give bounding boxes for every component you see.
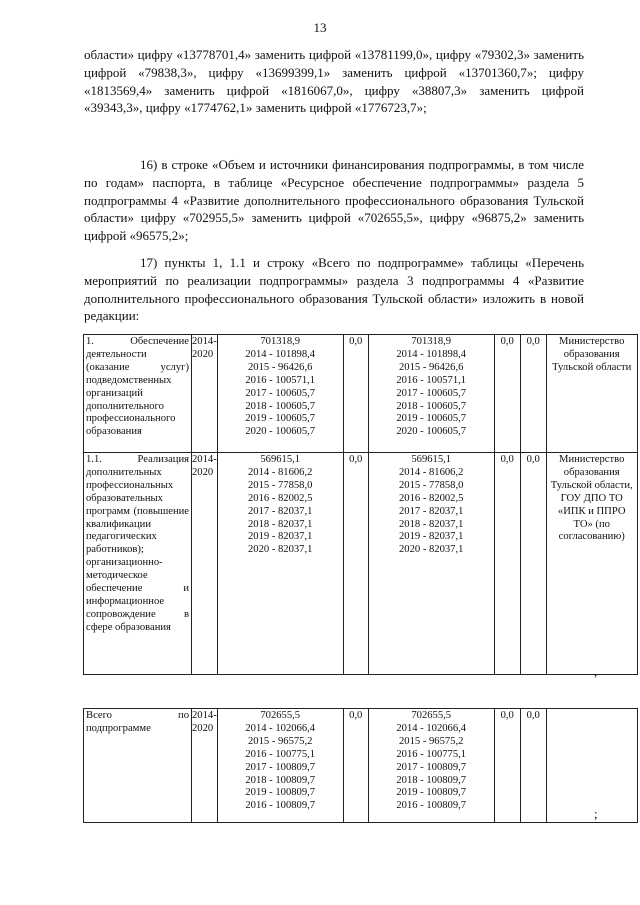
funding-zero-cell: 0,0 [520,709,546,823]
table-row [84,453,638,675]
funding-line: 2018 - 82037,1 [398,518,464,530]
funding-line: 2016 - 82002,5 [398,492,464,504]
funding-line: 2019 - 82037,1 [398,531,464,543]
regional-funding-cell [368,453,494,675]
measure-name-cell: 1. Обеспечение деятельности (оказание услуг) подведомственных организаций дополнительного профессионального образования [84,335,192,453]
funding-zero-cell: 0,0 [494,709,520,823]
years-cell: 2014- 2020 [192,709,218,823]
funding-line: 701318,9 [411,336,452,347]
funding-zero-cell: 0,0 [343,453,368,675]
funding-line: 2014 - 102066,4 [396,722,467,734]
funding-line: 2014 - 102066,4 [245,722,316,734]
funding-line: 2016 - 100775,1 [245,748,316,760]
funding-line: 2015 - 96426,6 [247,361,313,373]
funding-line: 2017 - 82037,1 [398,505,464,517]
funding-zero-cell: 0,0 [520,453,546,675]
total-funding-cell [217,709,343,823]
funding-line: 2019 - 100809,7 [245,787,316,799]
funding-line: 2018 - 100809,7 [396,774,467,786]
funding-line: 2015 - 77858,0 [247,479,313,491]
years-cell: 2014- 2020 [192,335,218,453]
table-tail-mark: ; [594,806,598,821]
table-row [84,335,638,453]
funding-zero-cell: 0,0 [343,335,368,453]
funding-line: 2018 - 100809,7 [245,774,316,786]
funding-line: 2019 - 100605,7 [245,413,316,425]
funding-line: 2018 - 100605,7 [396,400,467,412]
page-number: 13 [313,20,327,35]
funding-line: 2014 - 101898,4 [245,348,316,360]
funding-line: 702655,5 [411,710,452,721]
funding-line: 2014 - 101898,4 [396,348,467,360]
funding-line: 2015 - 96575,2 [398,735,464,747]
funding-zero-cell: 0,0 [494,453,520,675]
responsible-org-cell [546,709,637,823]
funding-line: 2017 - 82037,1 [247,505,313,517]
funding-line: 2015 - 77858,0 [398,479,464,491]
funding-line: 2018 - 100605,7 [245,400,316,412]
total-funding-cell [217,335,343,453]
funding-zero-cell: 0,0 [494,335,520,453]
total-table [83,708,638,823]
funding-zero-cell: 0,0 [343,709,368,823]
funding-line: 2018 - 82037,1 [247,518,313,530]
funding-line: 2015 - 96426,6 [398,361,464,373]
funding-zero-cell: 0,0 [520,335,546,453]
funding-line: 2014 - 81606,2 [247,466,313,478]
regional-funding-cell [368,709,494,823]
funding-line: 2017 - 100605,7 [245,387,316,399]
funding-line: 2017 - 100809,7 [245,761,316,773]
responsible-org-cell: Министерство образования Тульской области, ГОУ ДПО ТО «ИПК и ППРО ТО» (по согласованию) [546,453,637,675]
measures-table [83,334,638,675]
funding-line: 2020 - 82037,1 [398,544,464,556]
paragraph-item-17: 17) пункты 1, 1.1 и строку «Всего по подпрограмме» таблицы «Перечень мероприятий по реализации подпрограммы» раздела 3 подпрограммы 4 «Развитие дополнительного профессионального образования Тульской области» изложить в новой редакции: [84,255,584,324]
responsible-org-cell: Министерство образования Тульской области [546,335,637,453]
total-funding-cell [217,453,343,675]
funding-line: 2016 - 100571,1 [396,374,467,386]
funding-line: 702655,5 [260,710,301,721]
funding-line: 569615,1 [260,454,301,465]
funding-line: 2019 - 100809,7 [396,787,467,799]
funding-line: 2016 - 82002,5 [247,492,313,504]
measure-name-cell: 1.1. Реализация дополнительных профессиональных образовательных программ (повышение квалификации педагогических работников); организационно-методическое обеспечение и информационное сопровождение в сфере образования [84,453,192,675]
total-name-cell: Всего по подпрограмме [84,709,192,823]
funding-line: 569615,1 [411,454,452,465]
funding-line: 2016 - 100809,7 [396,800,467,812]
funding-line: 2017 - 100809,7 [396,761,467,773]
paragraph-continuation: области» цифру «13778701,4» заменить цифрой «13781199,0», цифру «79302,3» заменить цифрой «79838,3», цифру «13699399,1» заменить цифрой «13701360,7»; цифру «1813569,4» заменить цифрой «1816067,0», цифру «38807,3» заменить цифрой «39343,3», цифру «1774762,1» заменить цифрой «1776723,7»; [84,47,584,116]
funding-line: 2016 - 100775,1 [396,748,467,760]
table-row [84,709,638,823]
funding-line: 2019 - 82037,1 [247,531,313,543]
funding-line: 2020 - 82037,1 [247,544,313,556]
regional-funding-cell [368,335,494,453]
funding-line: 2016 - 100809,7 [245,800,316,812]
funding-line: 2014 - 81606,2 [398,466,464,478]
funding-line: 2017 - 100605,7 [396,387,467,399]
paragraph-item-16: 16) в строке «Объем и источники финансирования подпрограммы, в том числе по годам» паспорта, в таблице «Ресурсное обеспечение подпрограммы» раздела 5 подпрограммы 4 «Развитие дополнительного профессионального образования Тульской области» цифру «702955,5» заменить цифрой «702655,5», цифру «96875,2» заменить цифрой «96575,2»; [84,157,584,244]
funding-line: 2015 - 96575,2 [247,735,313,747]
funding-line: 2019 - 100605,7 [396,413,467,425]
funding-line: 2020 - 100605,7 [245,426,316,438]
funding-line: 2016 - 100571,1 [245,374,316,386]
funding-line: 701318,9 [260,336,301,347]
table-tail-mark: , [594,664,598,679]
funding-line: 2020 - 100605,7 [396,426,467,438]
years-cell: 2014- 2020 [192,453,218,675]
